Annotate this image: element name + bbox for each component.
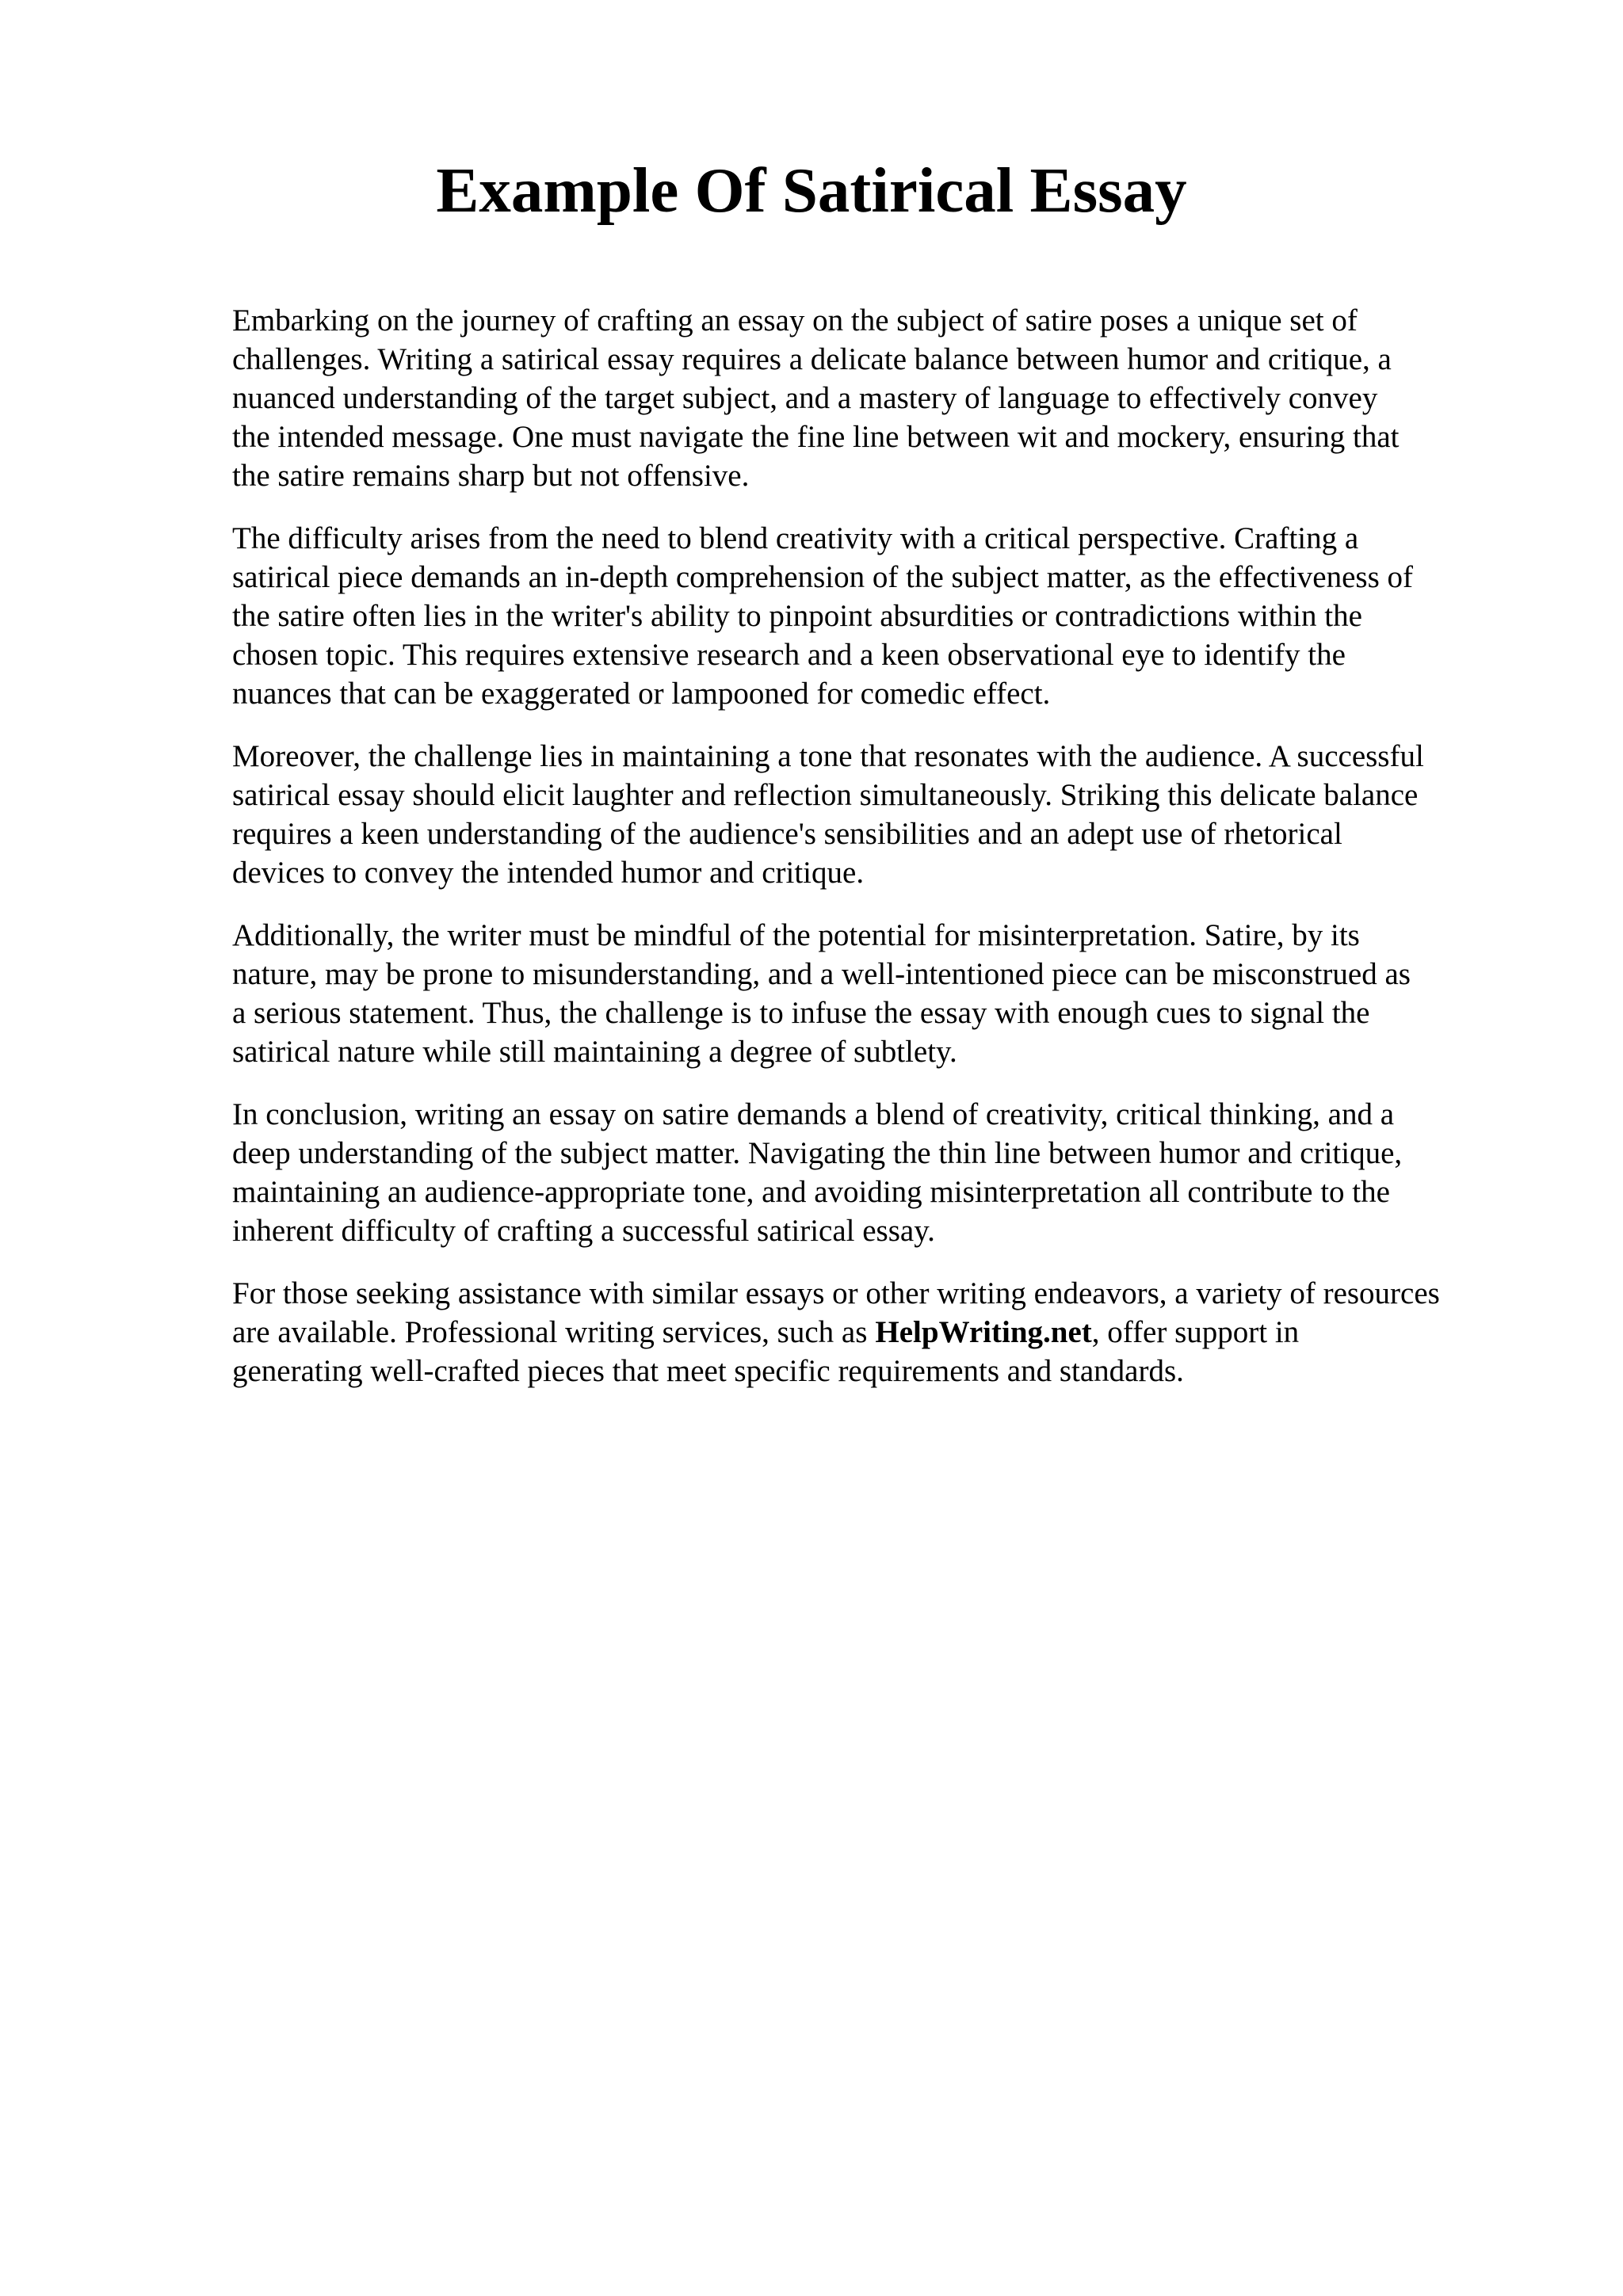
- text-line: satirical essay should elicit laughter and reflection simultaneously. Striking this delicate balance: [232, 778, 1419, 812]
- text-segment: , offer support in: [1091, 1315, 1300, 1349]
- text-line: nature, may be prone to misunderstanding, and a well-intentioned piece can be misconstrued as: [232, 957, 1411, 991]
- text-line: The difficulty arises from the need to blend creativity with a critical perspective. Crafting a: [232, 521, 1359, 555]
- text-line: deep understanding of the subject matter. Navigating the thin line between humor and critique,: [232, 1136, 1403, 1170]
- text-line: Embarking on the journey of crafting an essay on the subject of satire poses a unique set of: [232, 303, 1358, 338]
- document-body: [232, 301, 1532, 1414]
- paragraph-resources: [232, 1274, 1532, 1390]
- text-segment: are available. Professional writing services, such as: [232, 1315, 868, 1349]
- text-line: maintaining an audience-appropriate tone, and avoiding misinterpretation all contribute to the: [232, 1175, 1390, 1209]
- document-title: Example Of Satirical Essay: [436, 154, 1187, 226]
- text-line: nuanced understanding of the target subject, and a mastery of language to effectively convey: [232, 381, 1378, 415]
- paragraph-misinterpretation: [232, 916, 1532, 1071]
- text-line: the satire remains sharp but not offensive.: [232, 459, 750, 493]
- paragraph-tone: [232, 737, 1532, 892]
- paragraph-difficulty: [232, 519, 1532, 713]
- text-line: the satire often lies in the writer's ability to pinpoint absurdities or contradictions within the: [232, 599, 1362, 633]
- paragraph-intro: [232, 301, 1532, 495]
- text-line: Additionally, the writer must be mindful of the potential for misinterpretation. Satire, by its: [232, 918, 1360, 952]
- text-line: inherent difficulty of crafting a successful satirical essay.: [232, 1214, 935, 1248]
- text-line: nuances that can be exaggerated or lampooned for comedic effect.: [232, 677, 1051, 711]
- text-line: Moreover, the challenge lies in maintaining a tone that resonates with the audience. A successful: [232, 739, 1424, 773]
- text-line: devices to convey the intended humor and critique.: [232, 856, 865, 890]
- text-line: satirical piece demands an in-depth comprehension of the subject matter, as the effectiveness of: [232, 560, 1413, 594]
- paragraph-conclusion: [232, 1095, 1532, 1250]
- text-line: a serious statement. Thus, the challenge is to infuse the essay with enough cues to signal the: [232, 996, 1370, 1030]
- text-line: In conclusion, writing an essay on satire demands a blend of creativity, critical thinking, and a: [232, 1097, 1395, 1131]
- helpwriting-link[interactable]: HelpWriting.net: [875, 1315, 1092, 1349]
- text-line: For those seeking assistance with similar essays or other writing endeavors, a variety of resources: [232, 1276, 1440, 1310]
- text-line: generating well-crafted pieces that meet specific requirements and standards.: [232, 1354, 1184, 1388]
- text-line-with-link: [232, 1313, 1532, 1352]
- text-line: the intended message. One must navigate the fine line between wit and mockery, ensuring that: [232, 420, 1400, 454]
- text-line: satirical nature while still maintaining a degree of subtlety.: [232, 1035, 957, 1069]
- text-line: requires a keen understanding of the audience's sensibilities and an adept use of rhetorical: [232, 817, 1342, 851]
- text-line: chosen topic. This requires extensive research and a keen observational eye to identify the: [232, 638, 1346, 672]
- text-line: challenges. Writing a satirical essay requires a delicate balance between humor and critique, a: [232, 342, 1392, 376]
